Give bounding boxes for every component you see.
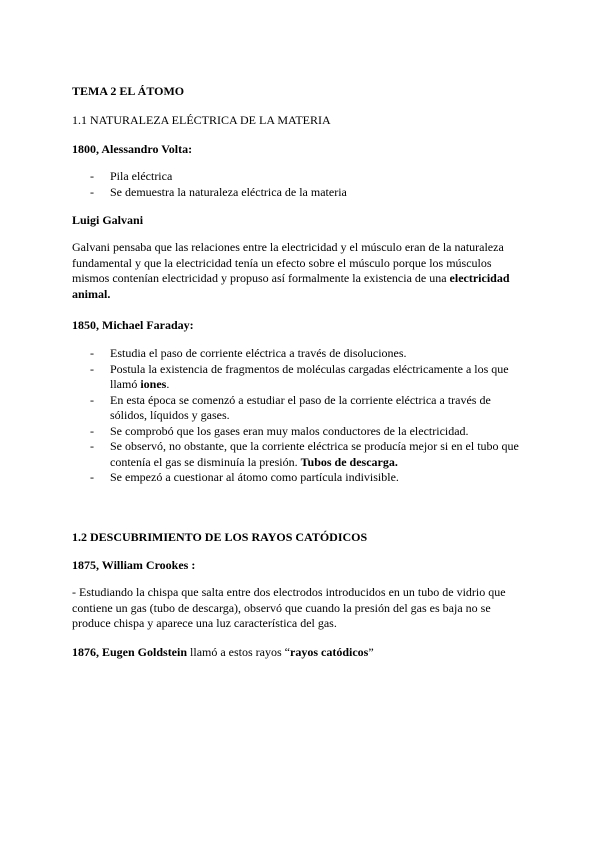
galvani-paragraph: Galvani pensaba que las relaciones entre la electricidad y el músculo eran de la naturaleza fundamental y que la electricidad tenía un efecto sobre el músculo porque los músculos mismos contenían electricidad y propuso así formalmente la existencia de una electricidad animal. (72, 240, 510, 301)
galvani-heading: Luigi Galvani (72, 213, 144, 227)
volta-list (90, 169, 520, 200)
faraday-list (90, 346, 520, 486)
list-item: - Estudia el paso de corriente eléctrica a través de disoluciones. (90, 346, 407, 360)
list-item: - Postula la existencia de fragmentos de moléculas cargadas eléctricamente a los que llamó iones. (90, 361, 509, 391)
crookes-heading: 1875, William Crookes : (72, 558, 196, 572)
list-item: - Se observó, no obstante, que la corriente eléctrica se producía mejor si en el tubo que contenía el gas se disminuía la presión. Tubos de descarga. (90, 439, 519, 469)
goldstein-line: 1876, Eugen Goldstein llamó a estos rayos “rayos catódicos” (72, 645, 374, 659)
section-heading-1-1: 1.1 NATURALEZA ELÉCTRICA DE LA MATERIA (72, 113, 331, 127)
faraday-heading: 1850, Michael Faraday: (72, 318, 194, 332)
volta-heading: 1800, Alessandro Volta: (72, 142, 193, 156)
document-title: TEMA 2 EL ÁTOMO (72, 84, 185, 98)
crookes-paragraph: - Estudiando la chispa que salta entre dos electrodos introducidos en un tubo de vidrio que contiene un gas (tubo de descarga), observó que cuando la presión del gas es baja no se produce chispa y aparece una luz característica del gas. (72, 585, 506, 630)
list-item: - Pila eléctrica (90, 169, 173, 183)
list-item: - Se demuestra la naturaleza eléctrica de la materia (90, 184, 347, 199)
section-heading-1-2: 1.2 DESCUBRIMIENTO DE LOS RAYOS CATÓDICOS (72, 530, 368, 544)
list-item: - Se empezó a cuestionar al átomo como partícula indivisible. (90, 470, 399, 484)
list-item: - Se comprobó que los gases eran muy malos conductores de la electricidad. (90, 423, 469, 438)
list-item: - En esta época se comenzó a estudiar el paso de la corriente eléctrica a través de sólidos, líquidos y gases. (90, 392, 491, 422)
